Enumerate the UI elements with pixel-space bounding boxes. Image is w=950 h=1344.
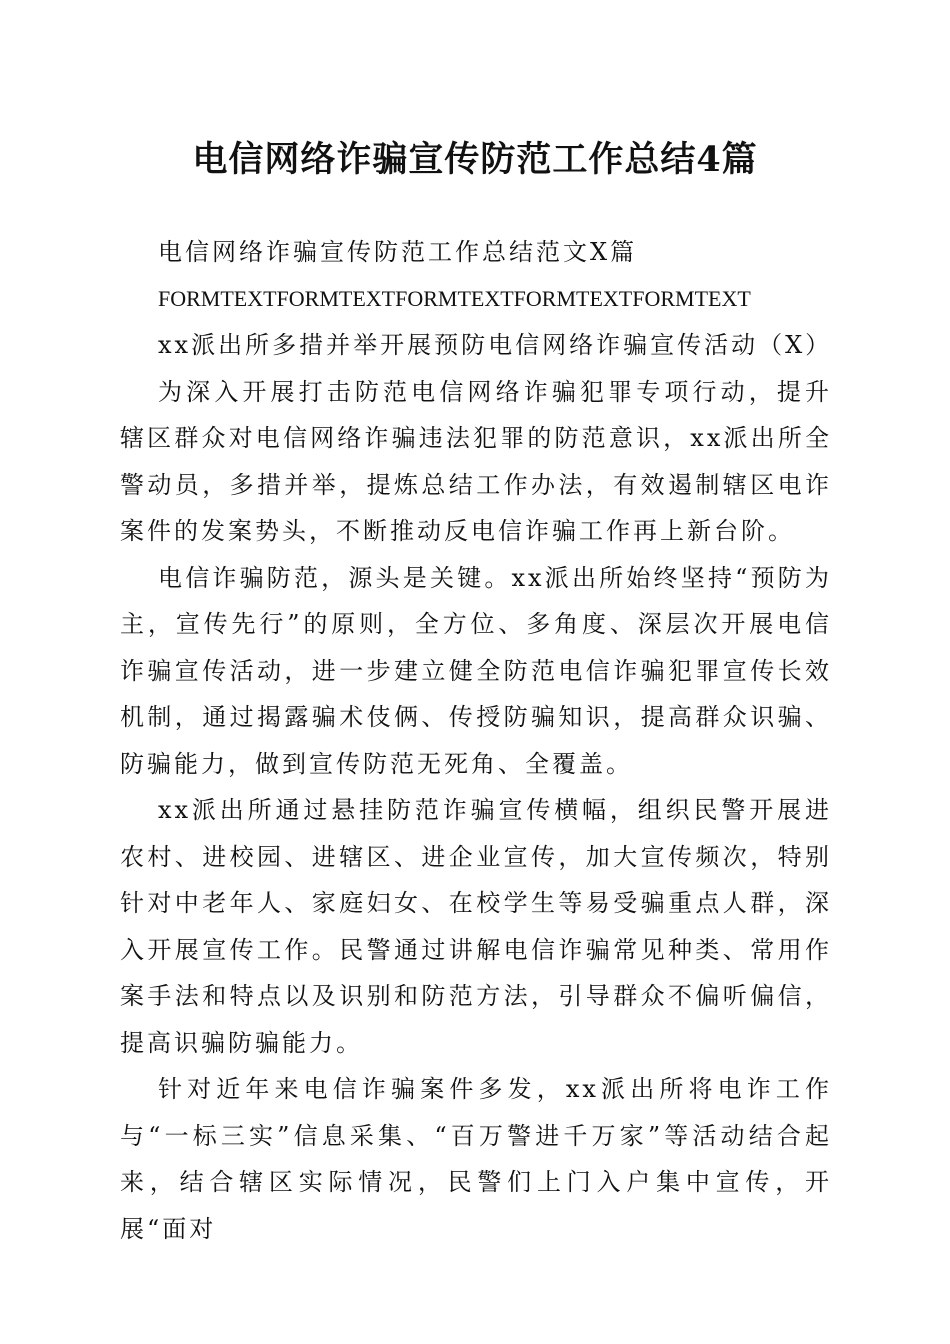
body-paragraph-3: xx派出所通过悬挂防范诈骗宣传横幅，组织民警开展进农村、进校园、进辖区、进企业宣传，加大宣传频次，特别针对中老年人、家庭妇女、在校学生等易受骗重点人群，深入开展宣传工作。民警通过讲解电信诈骗常见种类、常用作案手法和特点以及识别和防范方法，引导群众不偏听偏信，提高识骗防骗能力。 (120, 796, 832, 1057)
subtitle-paragraph: 电信网络诈骗宣传防范工作总结范文X篇 (158, 238, 638, 266)
body-paragraph-1: 为深入开展打击防范电信网络诈骗犯罪专项行动，提升辖区群众对电信网络诈骗违法犯罪的防范意识，xx派出所全警动员，多措并举，提炼总结工作办法，有效遏制辖区电诈案件的发案势头，不断推动反电信诈骗工作再上新台阶。 (120, 377, 832, 545)
section-heading-paragraph: xx派出所多措并举开展预防电信网络诈骗宣传活动（X） (158, 331, 833, 359)
document-body (120, 229, 832, 1252)
body-paragraph-2: 电信诈骗防范，源头是关键。xx派出所始终坚持“预防为主，宣传先行”的原则，全方位、多角度、深层次开展电信诈骗宣传活动，进一步建立健全防范电信诈骗犯罪宣传长效机制，通过揭露骗术伎俩、传授防骗知识，提高群众识骗、防骗能力，做到宣传防范无死角、全覆盖。 (120, 563, 832, 778)
body-paragraph-4: 针对近年来电信诈骗案件多发，xx派出所将电诈工作与“一标三实”信息采集、“百万警进千万家”等活动结合起来，结合辖区实际情况，民警们上门入户集中宣传，开展“面对 (120, 1075, 832, 1243)
document-title: 电信网络诈骗宣传防范工作总结4篇 (192, 139, 758, 180)
form-text-placeholder: FORMTEXTFORMTEXTFORMTEXTFORMTEXTFORMTEXT (158, 285, 751, 311)
